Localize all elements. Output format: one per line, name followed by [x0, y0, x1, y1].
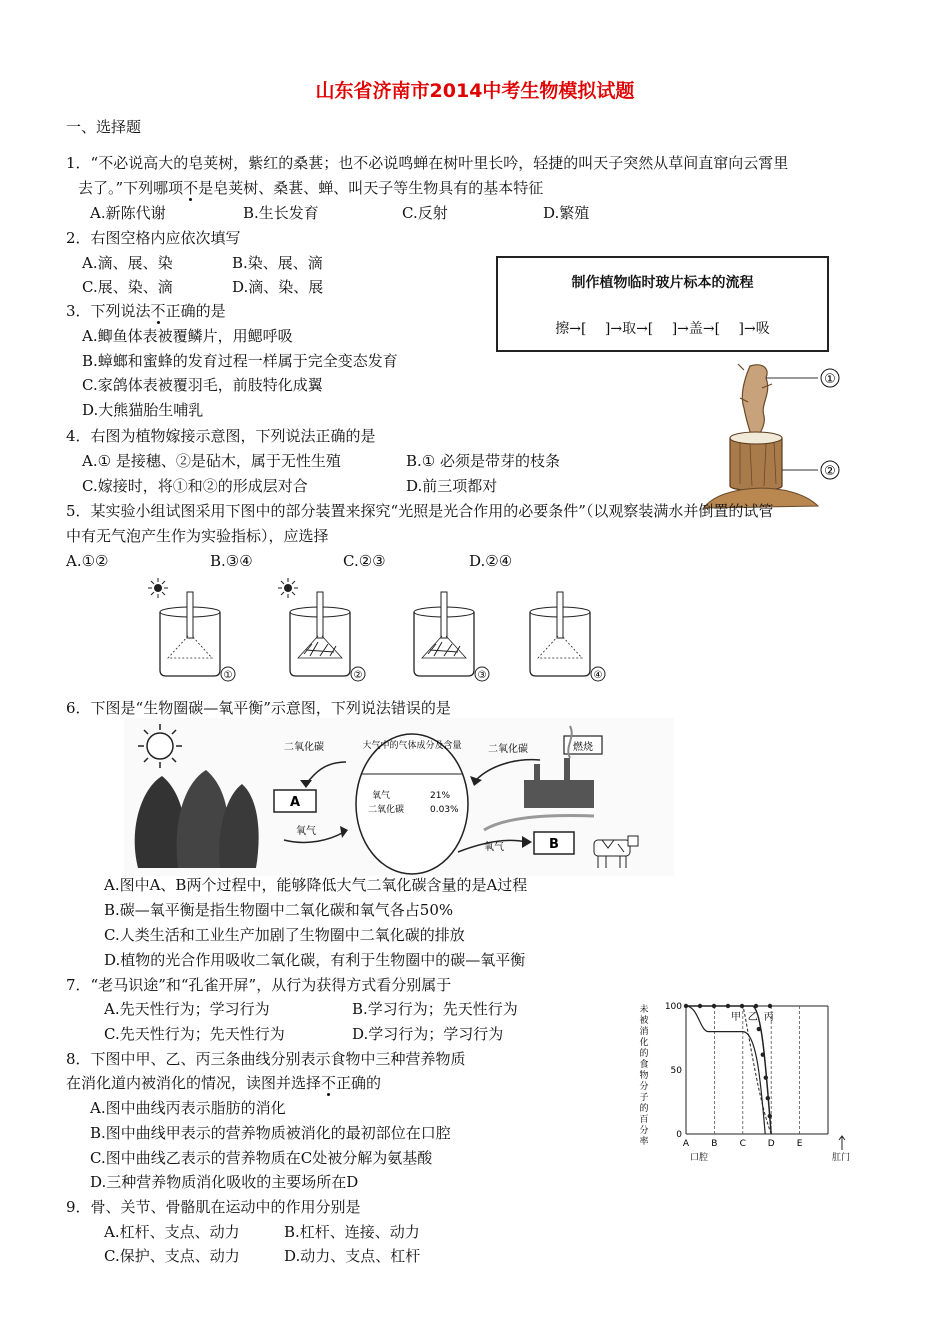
- svg-text:分: 分: [639, 1126, 649, 1136]
- apparatus-1: [160, 592, 235, 681]
- series-bing-point: [740, 1004, 744, 1008]
- q1-option-b: B.生长发育: [243, 204, 319, 222]
- q3-option-b: B.蟑螂和蜜蜂的发育过程一样属于完全变态发育: [82, 352, 398, 370]
- slide-prep-flow-box: [496, 256, 829, 352]
- q4-option-b: B.① 必须是带芽的枝条: [406, 452, 561, 470]
- svg-text:的: 的: [639, 1049, 649, 1059]
- svg-text:①: ①: [223, 670, 233, 681]
- q2-option-d: D.滴、染、展: [232, 278, 324, 296]
- q4-option-a: A.① 是接穗、②是砧木，属于无性生殖: [82, 452, 341, 470]
- co2-label: 二氧化碳: [368, 805, 405, 815]
- q1-stem-line1: 1．“不必说高大的皂荚树，紫红的桑葚；也不必说鸣蝉在树叶里长吟，轻捷的叫天子突然从草间直窜向云霄里: [66, 154, 789, 172]
- emphasis-mark: 不: [183, 179, 199, 197]
- apparatus-3: [414, 592, 489, 681]
- carbon-oxygen-balance-diagram: [124, 718, 674, 876]
- sun-icon: [278, 578, 298, 598]
- section-heading: 一、选择题: [66, 118, 142, 136]
- q2-stem: 2．右图空格内应依次填写: [66, 229, 241, 247]
- series-bing-point: [766, 1096, 770, 1100]
- flow-box-title: 制作植物临时玻片标本的流程: [571, 275, 754, 291]
- q7-stem: 7．“老马识途”和“孔雀开屏”，从行为获得方式看分别属于: [66, 976, 452, 994]
- svg-text:④: ④: [593, 670, 603, 681]
- q5-stem-line2: 中有无气泡产生作为实验指标），应选择: [66, 527, 329, 545]
- q8-stem-line1: 8．下图中甲、乙、丙三条曲线分别表示食物中三种营养物质: [66, 1050, 466, 1068]
- series-bing-point: [768, 1114, 772, 1118]
- q9-option-d: D.动力、支点、杠杆: [284, 1247, 421, 1265]
- q5-option-d: D.②④: [469, 552, 513, 570]
- q9-option-c: C.保护、支点、动力: [104, 1247, 240, 1265]
- series-bing-point: [712, 1004, 716, 1008]
- emphasis-mark: 不: [150, 302, 166, 320]
- q7-option-d: D.学习行为；学习行为: [352, 1025, 504, 1043]
- svg-text:消: 消: [639, 1027, 649, 1037]
- oxygen-percent: 21%: [430, 791, 451, 801]
- arrow-icon: [839, 1136, 845, 1150]
- svg-text:食: 食: [639, 1060, 649, 1070]
- emphasis-mark: 错误: [390, 699, 421, 717]
- oxygen-label: 氧气: [372, 791, 391, 801]
- svg-text:物: 物: [639, 1071, 649, 1081]
- x-tick-label: A: [682, 1139, 690, 1149]
- q1-option-a: A.新陈代谢: [90, 204, 166, 222]
- y-tick-label: 100: [664, 1002, 682, 1012]
- o2-label-right: 氧气: [484, 842, 504, 853]
- series-bing-point: [768, 1004, 772, 1008]
- y-tick-label: 50: [670, 1066, 682, 1076]
- q3-option-a: A.鲫鱼体表被覆鳞片，用鳃呼吸: [82, 327, 293, 345]
- q9-stem: 9．骨、关节、骨骼肌在运动中的作用分别是: [66, 1198, 361, 1216]
- x-tick-label: C: [739, 1139, 746, 1149]
- svg-text:被: 被: [639, 1016, 649, 1026]
- co2-percent: 0.03%: [430, 805, 459, 815]
- series-bing-point: [754, 1004, 758, 1008]
- svg-text:分: 分: [639, 1082, 649, 1092]
- process-b-box: B: [549, 837, 559, 852]
- process-a-box: A: [289, 795, 301, 810]
- svg-text:②: ②: [353, 670, 363, 681]
- q1-stem-line2: 去了。”下列哪项不是皂荚树、桑葚、蝉、叫天子等生物具有的基本特征: [78, 179, 544, 197]
- q6-stem: 6．下图是“生物圈碳—氧平衡”示意图，下列说法错误的是: [66, 699, 451, 717]
- photosynthesis-apparatus-figure: [140, 570, 620, 690]
- q2-option-c: C.展、染、滴: [82, 278, 173, 296]
- chart-ylabel: [639, 1003, 648, 1147]
- q8-option-b: B.图中曲线甲表示的营养物质被消化的最初部位在口腔: [90, 1124, 451, 1142]
- series-bing-point: [764, 1075, 768, 1079]
- series-bing-point: [684, 1004, 688, 1008]
- emphasis-mark: 不: [321, 1074, 337, 1092]
- q2-option-a: A.滴、展、染: [82, 254, 173, 272]
- q6-option-b: B.碳—氧平衡是指生物圈中二氧化碳和氧气各占50%: [104, 901, 454, 919]
- apparatus-2: [290, 592, 365, 681]
- graft-label-2: ②: [824, 464, 836, 479]
- q4-stem: 4．右图为植物嫁接示意图，下列说法正确的是: [66, 427, 376, 445]
- series-label: 丙: [763, 1012, 774, 1023]
- q8-stem-line2: 在消化道内被消化的情况，读图并选择不正确的: [66, 1074, 382, 1092]
- svg-text:率: 率: [639, 1137, 649, 1147]
- q2-option-b: B.染、展、滴: [232, 254, 323, 272]
- o2-label-left: 氧气: [296, 826, 316, 837]
- q6-option-d: D.植物的光合作用吸收二氧化碳，有利于生物圈中的碳—氧平衡: [104, 951, 526, 969]
- q3-option-d: D.大熊猫胎生哺乳: [82, 401, 204, 419]
- x-tick-label: D: [767, 1139, 775, 1149]
- graft-label-1: ①: [824, 372, 836, 387]
- svg-text:③: ③: [477, 670, 487, 681]
- svg-text:化: 化: [639, 1038, 649, 1048]
- series-bing-point: [761, 1052, 765, 1056]
- x-label-anus: 肛门: [832, 1153, 851, 1163]
- q3-option-c: C.家鸽体表被覆羽毛，前肢特化成翼: [82, 376, 323, 394]
- svg-text:百: 百: [639, 1115, 649, 1125]
- series-bing-point: [757, 1027, 761, 1031]
- y-tick-label: 0: [676, 1130, 682, 1140]
- digestion-chart: [636, 996, 866, 1168]
- q7-option-c: C.先天性行为；先天性行为: [104, 1025, 285, 1043]
- svg-text:的: 的: [639, 1104, 649, 1114]
- q5-stem-line1: 5．某实验小组试图采用下图中的部分装置来探究“光照是光合作用的必要条件”（以观察装满水并倒置的试管: [66, 502, 774, 520]
- q6-option-a: A.图中A、B两个过程中，能够降低大气二氧化碳含量的是A过程: [104, 876, 528, 894]
- q1-option-d: D.繁殖: [543, 204, 590, 222]
- q8-option-d: D.三种营养物质消化吸收的主要场所在D: [90, 1173, 359, 1191]
- q9-option-b: B.杠杆、连接、动力: [284, 1223, 420, 1241]
- svg-text:子: 子: [639, 1093, 649, 1103]
- q5-option-c: C.②③: [343, 552, 386, 570]
- q5-option-b: B.③④: [210, 552, 253, 570]
- svg-text:未: 未: [639, 1005, 649, 1015]
- x-tick-label: B: [711, 1139, 718, 1149]
- q1-option-c: C.反射: [402, 204, 448, 222]
- x-tick-label: E: [796, 1139, 803, 1149]
- sun-icon: [148, 578, 168, 598]
- q9-option-a: A.杠杆、支点、动力: [104, 1223, 240, 1241]
- q4-option-c: C.嫁接时，将①和②的形成层对合: [82, 477, 308, 495]
- series-label: 甲: [731, 1012, 741, 1023]
- series-bing-point: [726, 1004, 730, 1008]
- apparatus-4: [530, 592, 605, 681]
- q8-option-c: C.图中曲线乙表示的营养物质在C处被分解为氨基酸: [90, 1149, 433, 1167]
- q6-option-c: C.人类生活和工业生产加剧了生物圈中二氧化碳的排放: [104, 926, 465, 944]
- series-jia-line: [686, 1006, 765, 1134]
- page-title: 山东省济南市2014中考生物模拟试题: [315, 80, 635, 102]
- series-label: 乙: [747, 1012, 758, 1023]
- burn-label: 燃烧: [573, 742, 593, 753]
- q3-stem: 3．下列说法不正确的是: [66, 302, 226, 320]
- co2-label-right: 二氧化碳: [488, 744, 528, 755]
- oval-title: 大气中的气体成分及含量: [362, 741, 462, 751]
- q7-option-b: B.学习行为；先天性行为: [352, 1000, 518, 1018]
- series-bing-point: [698, 1004, 702, 1008]
- x-label-mouth: 口腔: [690, 1153, 709, 1163]
- q5-option-a: A.①②: [66, 552, 109, 570]
- q7-option-a: A.先天性行为；学习行为: [104, 1000, 270, 1018]
- flow-box-steps: 擦→[ ]→取→[ ]→盖→[ ]→吸: [555, 321, 770, 337]
- co2-label-left: 二氧化碳: [284, 742, 324, 753]
- q8-option-a: A.图中曲线丙表示脂肪的消化: [90, 1099, 286, 1117]
- grafting-illustration: [700, 358, 860, 518]
- q4-option-d: D.前三项都对: [406, 477, 498, 495]
